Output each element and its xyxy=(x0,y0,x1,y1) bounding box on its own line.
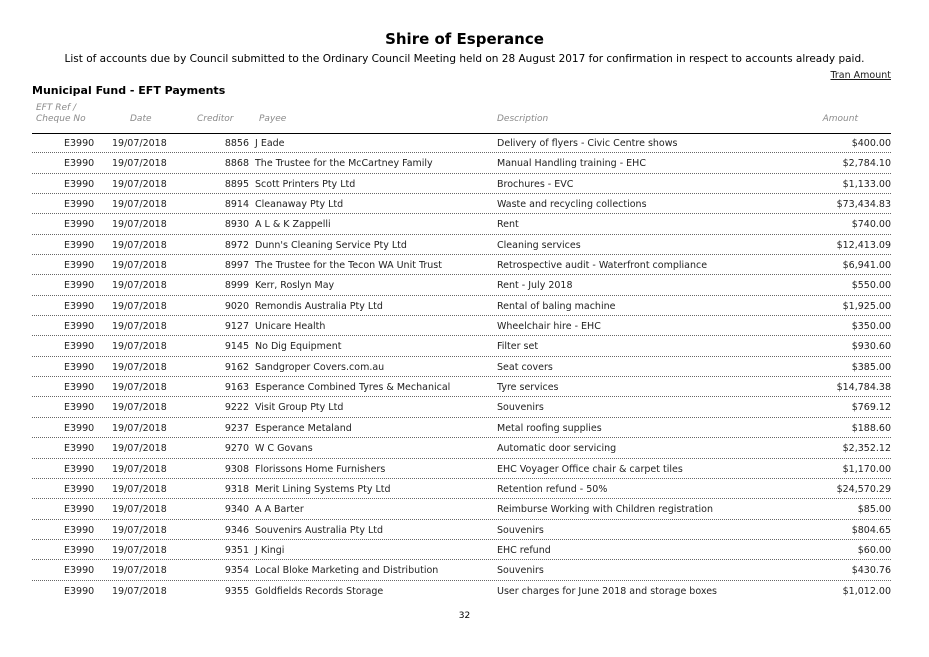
table-row xyxy=(32,357,891,377)
cell-amount: $24,570.29 xyxy=(836,483,891,495)
cell-date: 19/07/2018 xyxy=(112,402,167,414)
cell-description: Souvenirs xyxy=(497,565,544,577)
cell-date: 19/07/2018 xyxy=(112,260,167,272)
cell-date: 19/07/2018 xyxy=(112,585,167,597)
table-row xyxy=(32,377,891,397)
cell-amount: $14,784.38 xyxy=(836,382,891,394)
cell-payee: Kerr, Roslyn May xyxy=(255,280,335,292)
column-header-ref: EFT Ref / Cheque No xyxy=(36,103,86,124)
cell-description: Delivery of flyers - Civic Centre shows xyxy=(497,138,678,149)
cell-payee: Goldfields Records Storage xyxy=(255,585,384,597)
cell-payee: Sandgroper Covers.com.au xyxy=(255,361,385,373)
cell-ref: E3990 xyxy=(64,260,95,272)
cell-date: 19/07/2018 xyxy=(112,239,167,251)
cell-payee: W C Govans xyxy=(255,443,313,455)
cell-payee: J Kingi xyxy=(255,544,285,556)
table-row xyxy=(32,459,891,479)
cell-date: 19/07/2018 xyxy=(112,382,167,394)
cell-ref: E3990 xyxy=(64,443,95,455)
cell-amount: $550.00 xyxy=(851,280,891,292)
cell-creditor: 9020 xyxy=(224,300,249,312)
cell-payee: Visit Group Pty Ltd xyxy=(255,402,344,414)
cell-amount: $930.60 xyxy=(851,341,891,353)
cell-date: 19/07/2018 xyxy=(112,138,167,149)
cell-payee: A A Barter xyxy=(255,504,304,516)
cell-date: 19/07/2018 xyxy=(112,483,167,495)
table-row xyxy=(32,479,891,499)
cell-amount: $60.00 xyxy=(857,544,891,556)
column-header-payee: Payee xyxy=(259,114,287,124)
cell-payee: Remondis Australia Pty Ltd xyxy=(255,300,383,312)
cell-amount: $2,784.10 xyxy=(842,158,891,170)
cell-payee: Dunn's Cleaning Service Pty Ltd xyxy=(255,239,407,251)
cell-ref: E3990 xyxy=(64,280,95,292)
cell-ref: E3990 xyxy=(64,422,95,434)
cell-payee: The Trustee for the Tecon WA Unit Trust xyxy=(255,260,442,272)
cell-ref: E3990 xyxy=(64,341,95,353)
cell-date: 19/07/2018 xyxy=(112,341,167,353)
cell-creditor: 9318 xyxy=(224,483,249,495)
cell-description: Souvenirs xyxy=(497,524,544,536)
cell-creditor: 9308 xyxy=(224,463,249,475)
cell-creditor: 9270 xyxy=(224,443,249,455)
cell-date: 19/07/2018 xyxy=(112,504,167,516)
cell-description: EHC Voyager Office chair & carpet tiles xyxy=(497,463,683,475)
cell-ref: E3990 xyxy=(64,463,95,475)
table-row xyxy=(32,255,891,275)
tran-amount-link[interactable]: Tran Amount xyxy=(830,70,891,81)
cell-creditor: 8856 xyxy=(224,138,249,149)
cell-ref: E3990 xyxy=(64,199,95,211)
cell-date: 19/07/2018 xyxy=(112,199,167,211)
cell-description: Waste and recycling collections xyxy=(497,199,647,211)
cell-amount: $1,133.00 xyxy=(842,178,891,190)
cell-amount: $2,352.12 xyxy=(842,443,891,455)
cell-creditor: 9340 xyxy=(224,504,249,516)
cell-creditor: 8997 xyxy=(224,260,249,272)
cell-description: EHC refund xyxy=(497,544,551,556)
cell-ref: E3990 xyxy=(64,178,95,190)
cell-date: 19/07/2018 xyxy=(112,158,167,170)
cell-creditor: 9145 xyxy=(224,341,249,353)
column-header-date: Date xyxy=(130,114,152,124)
cell-amount: $385.00 xyxy=(851,361,891,373)
cell-creditor: 8914 xyxy=(224,199,249,211)
cell-amount: $85.00 xyxy=(857,504,891,516)
cell-creditor: 9127 xyxy=(224,321,249,333)
column-header-amount: Amount xyxy=(822,114,858,124)
table-row xyxy=(32,133,891,153)
cell-ref: E3990 xyxy=(64,544,95,556)
cell-amount: $1,170.00 xyxy=(842,463,891,475)
cell-ref: E3990 xyxy=(64,361,95,373)
cell-amount: $400.00 xyxy=(851,138,891,149)
table-row xyxy=(32,194,891,214)
table-row xyxy=(32,316,891,336)
cell-ref: E3990 xyxy=(64,585,95,597)
cell-ref: E3990 xyxy=(64,321,95,333)
cell-ref: E3990 xyxy=(64,138,95,149)
cell-date: 19/07/2018 xyxy=(112,361,167,373)
cell-payee: Souvenirs Australia Pty Ltd xyxy=(255,524,384,536)
cell-description: Tyre services xyxy=(497,382,559,394)
table-row xyxy=(32,296,891,316)
cell-ref: E3990 xyxy=(64,382,95,394)
cell-payee: Florissons Home Furnishers xyxy=(255,463,386,475)
cell-description: Retrospective audit - Waterfront compliance xyxy=(497,260,708,272)
table-row xyxy=(32,418,891,438)
cell-description: Rental of baling machine xyxy=(497,300,616,312)
table-row xyxy=(32,560,891,580)
cell-ref: E3990 xyxy=(64,483,95,495)
cell-description: Souvenirs xyxy=(497,402,544,414)
cell-amount: $1,925.00 xyxy=(842,300,891,312)
cell-amount: $1,012.00 xyxy=(842,585,891,597)
column-header-creditor: Creditor xyxy=(197,114,234,124)
cell-creditor: 9354 xyxy=(224,565,249,577)
cell-description: Wheelchair hire - EHC xyxy=(497,321,601,333)
cell-amount: $430.76 xyxy=(851,565,891,577)
payments-table-body xyxy=(32,133,891,601)
cell-creditor: 9162 xyxy=(224,361,249,373)
cell-description: Manual Handling training - EHC xyxy=(497,158,646,170)
cell-date: 19/07/2018 xyxy=(112,321,167,333)
cell-payee: J Eade xyxy=(255,138,285,149)
cell-description: Reimburse Working with Children registration xyxy=(497,504,713,516)
cell-description: Seat covers xyxy=(497,361,553,373)
table-row xyxy=(32,275,891,295)
table-row xyxy=(32,581,891,601)
cell-ref: E3990 xyxy=(64,504,95,516)
cell-description: Rent - July 2018 xyxy=(497,280,573,292)
cell-date: 19/07/2018 xyxy=(112,178,167,190)
section-heading: Municipal Fund - EFT Payments xyxy=(32,84,226,97)
table-row xyxy=(32,336,891,356)
cell-payee: Unicare Health xyxy=(255,321,326,333)
cell-amount: $188.60 xyxy=(851,422,891,434)
cell-amount: $12,413.09 xyxy=(836,239,891,251)
cell-date: 19/07/2018 xyxy=(112,463,167,475)
cell-ref: E3990 xyxy=(64,402,95,414)
cell-payee: A L & K Zappelli xyxy=(255,219,331,231)
cell-payee: Esperance Combined Tyres & Mechanical xyxy=(255,382,451,394)
table-row xyxy=(32,499,891,519)
cell-description: Filter set xyxy=(497,341,539,353)
cell-payee: Scott Printers Pty Ltd xyxy=(255,178,356,190)
page-subtitle: List of accounts due by Council submitted to the Ordinary Council Meeting held on 28 August 2017 for confirmation in respect to accounts already paid. xyxy=(64,53,865,65)
cell-date: 19/07/2018 xyxy=(112,219,167,231)
cell-date: 19/07/2018 xyxy=(112,300,167,312)
cell-description: Metal roofing supplies xyxy=(497,422,602,434)
cell-date: 19/07/2018 xyxy=(112,422,167,434)
cell-amount: $769.12 xyxy=(851,402,891,414)
cell-ref: E3990 xyxy=(64,158,95,170)
cell-amount: $6,941.00 xyxy=(842,260,891,272)
cell-payee: Esperance Metaland xyxy=(255,422,352,434)
table-row xyxy=(32,397,891,417)
cell-creditor: 8868 xyxy=(224,158,249,170)
column-header-description: Description xyxy=(497,114,549,124)
table-row xyxy=(32,214,891,234)
cell-payee: The Trustee for the McCartney Family xyxy=(255,158,433,170)
cell-creditor: 8972 xyxy=(224,239,249,251)
cell-date: 19/07/2018 xyxy=(112,524,167,536)
table-row xyxy=(32,174,891,194)
table-row xyxy=(32,235,891,255)
cell-payee: No Dig Equipment xyxy=(255,341,342,353)
cell-ref: E3990 xyxy=(64,524,95,536)
cell-creditor: 9351 xyxy=(224,544,249,556)
cell-payee: Cleanaway Pty Ltd xyxy=(255,199,344,211)
page-number: 32 xyxy=(458,611,471,621)
cell-amount: $740.00 xyxy=(851,219,891,231)
cell-payee: Local Bloke Marketing and Distribution xyxy=(255,565,439,577)
cell-creditor: 9237 xyxy=(224,422,249,434)
table-row xyxy=(32,153,891,173)
cell-date: 19/07/2018 xyxy=(112,565,167,577)
cell-date: 19/07/2018 xyxy=(112,544,167,556)
cell-ref: E3990 xyxy=(64,219,95,231)
cell-description: Retention refund - 50% xyxy=(497,483,608,495)
cell-creditor: 8895 xyxy=(224,178,249,190)
cell-creditor: 9355 xyxy=(224,585,249,597)
cell-description: Automatic door servicing xyxy=(497,443,617,455)
table-row xyxy=(32,520,891,540)
cell-date: 19/07/2018 xyxy=(112,280,167,292)
cell-creditor: 9346 xyxy=(224,524,249,536)
table-row xyxy=(32,438,891,458)
cell-ref: E3990 xyxy=(64,300,95,312)
table-row xyxy=(32,540,891,560)
cell-description: Rent xyxy=(497,219,519,231)
cell-amount: $73,434.83 xyxy=(836,199,891,211)
cell-description: Brochures - EVC xyxy=(497,178,574,190)
table-header xyxy=(32,101,891,134)
cell-description: User charges for June 2018 and storage boxes xyxy=(497,585,717,597)
cell-amount: $350.00 xyxy=(851,321,891,333)
page-title: Shire of Esperance xyxy=(385,30,544,48)
cell-amount: $804.65 xyxy=(851,524,891,536)
cell-payee: Merit Lining Systems Pty Ltd xyxy=(255,483,391,495)
cell-creditor: 9222 xyxy=(224,402,249,414)
cell-ref: E3990 xyxy=(64,239,95,251)
cell-date: 19/07/2018 xyxy=(112,443,167,455)
cell-creditor: 9163 xyxy=(224,382,249,394)
cell-creditor: 8999 xyxy=(224,280,249,292)
cell-description: Cleaning services xyxy=(497,239,581,251)
cell-ref: E3990 xyxy=(64,565,95,577)
cell-creditor: 8930 xyxy=(224,219,249,231)
